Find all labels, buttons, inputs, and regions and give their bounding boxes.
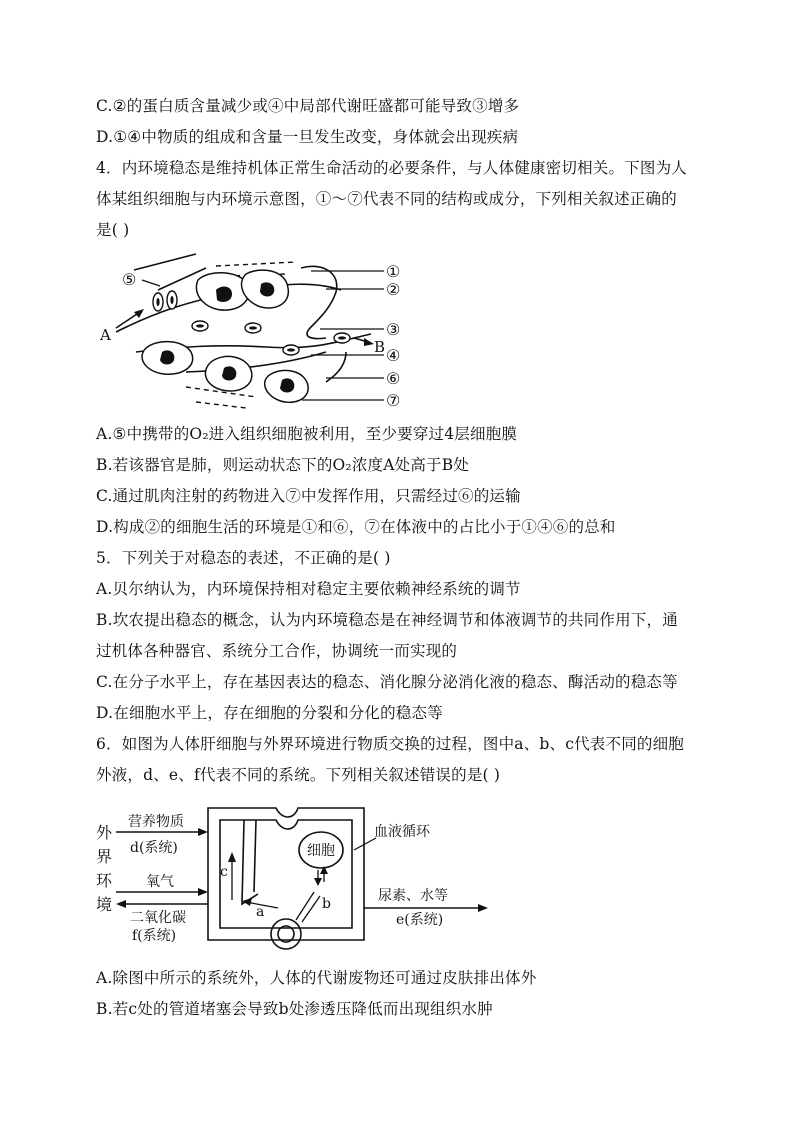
label-4: ④ xyxy=(386,346,401,365)
q5-option-a: A.贝尔纳认为，内环境保持相对稳定主要依赖神经系统的调节 xyxy=(96,580,521,598)
label-b: B xyxy=(374,338,386,356)
d-system-label: d(系统) xyxy=(130,840,178,856)
label-a-q6: a xyxy=(256,904,265,920)
label-c: c xyxy=(220,864,228,880)
urea-label: 尿素、水等 xyxy=(378,888,448,904)
q5-option-b-line1: B.坎农提出稳态的概念，认为内环境稳态是在神经调节和体液调节的共同作用下，通 xyxy=(96,611,678,629)
nutrient-label: 营养物质 xyxy=(128,814,184,830)
q5-option-b-line2: 过机体各种器官、系统分工合作，协调统一而实现的 xyxy=(96,642,458,660)
q6-exchange-diagram xyxy=(96,800,496,952)
q4-option-d: D.构成②的细胞生活的环境是①和⑥，⑦在体液中的占比小于①④⑥的总和 xyxy=(96,518,616,536)
label-5: ⑤ xyxy=(122,270,137,289)
e-system-label: e(系统) xyxy=(396,912,444,928)
q6-option-b: B.若c处的管道堵塞会导致b处渗透压降低而出现组织水肿 xyxy=(96,1000,493,1018)
env-char-3: 环 xyxy=(96,871,113,890)
q5-option-d: D.在细胞水平上，存在细胞的分裂和分化的稳态等 xyxy=(96,704,443,722)
co2-label: 二氧化碳 xyxy=(130,910,186,926)
q4-stem-line1: 4．内环境稳态是维持机体正常生命活动的必要条件，与人体健康密切相关。下图为人 xyxy=(96,159,687,177)
q4-option-c: C.通过肌肉注射的药物进入⑦中发挥作用，只需经过⑥的运输 xyxy=(96,487,521,505)
q6-option-a: A.除图中所示的系统外，人体的代谢废物还可通过皮肤排出体外 xyxy=(96,969,537,987)
label-6: ⑥ xyxy=(386,369,401,388)
q3-option-c: C.②的蛋白质含量减少或④中局部代谢旺盛都可能导致③增多 xyxy=(96,97,520,115)
q3-option-d: D.①④中物质的组成和含量一旦发生改变，身体就会出现疾病 xyxy=(96,128,519,146)
label-2: ② xyxy=(386,280,401,299)
q4-option-a: A.⑤中携带的O₂进入组织细胞被利用，至少要穿过4层细胞膜 xyxy=(96,425,518,443)
label-1: ① xyxy=(386,262,401,281)
label-a: A xyxy=(100,326,111,344)
q4-stem-line3: 是( ) xyxy=(96,221,130,239)
q5-option-c: C.在分子水平上，存在基因表达的稳态、消化腺分泌消化液的稳态、酶活动的稳态等 xyxy=(96,673,678,691)
label-3: ③ xyxy=(386,320,401,339)
env-char-2: 界 xyxy=(96,847,113,866)
f-system-label: f(系统) xyxy=(132,928,177,944)
env-char-4: 境 xyxy=(96,895,113,914)
q4-stem-line2: 体某组织细胞与内环境示意图，①～⑦代表不同的结构或成分，下列相关叙述正确的 xyxy=(96,190,677,208)
cell-label: 细胞 xyxy=(307,843,335,859)
label-7: ⑦ xyxy=(386,391,401,410)
circulation-label: 血液循环 xyxy=(374,824,430,840)
env-char-1: 外 xyxy=(96,823,113,842)
label-b-q6: b xyxy=(322,896,331,912)
q4-tissue-diagram xyxy=(96,252,416,420)
q6-stem-line2: 外液，d、e、f代表不同的系统。下列相关叙述错误的是( ) xyxy=(96,766,501,784)
q5-stem: 5．下列关于对稳态的表述，不正确的是( ) xyxy=(96,549,391,567)
q6-stem-line1: 6．如图为人体肝细胞与外界环境进行物质交换的过程，图中a、b、c代表不同的细胞 xyxy=(96,735,685,753)
q4-option-b: B.若该器官是肺，则运动状态下的O₂浓度A处高于B处 xyxy=(96,456,470,474)
oxygen-label: 氧气 xyxy=(146,874,174,890)
